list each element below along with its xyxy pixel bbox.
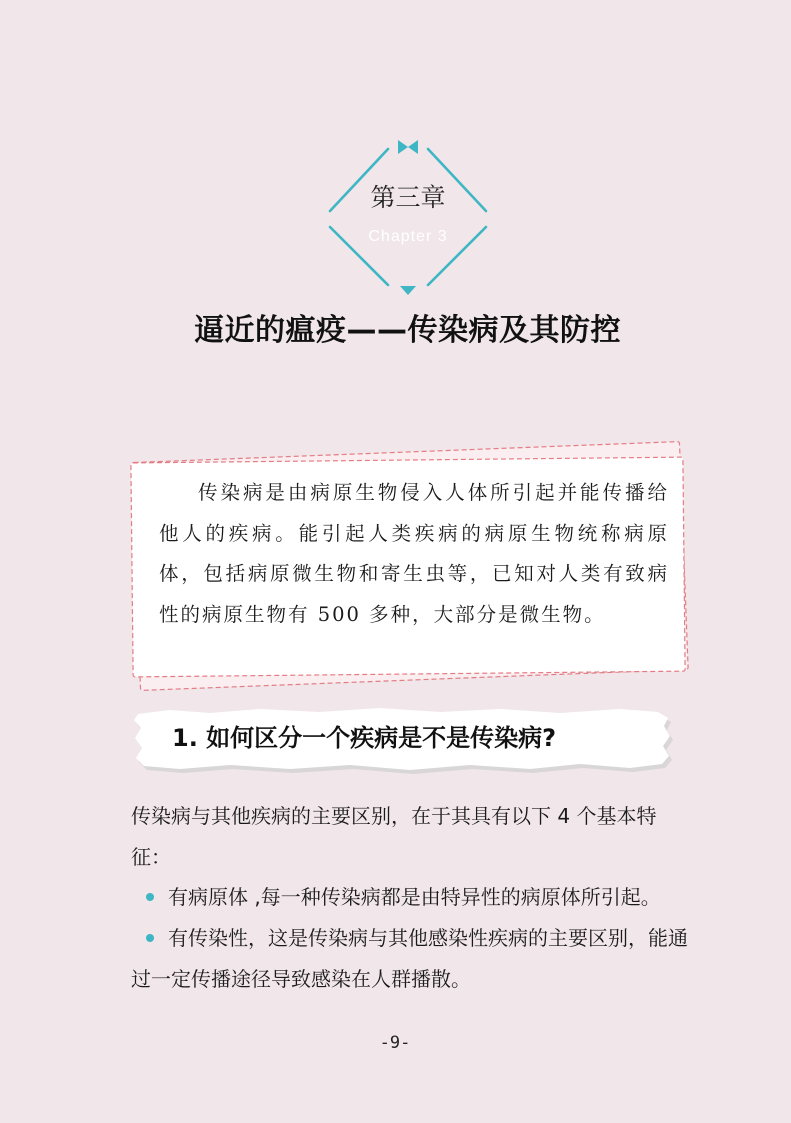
- bullet-item: [131, 918, 691, 1000]
- bow-icon: [398, 140, 418, 154]
- section-paragraph: 传染病与其他疾病的主要区别，在于其具有以下 4 个基本特征：: [131, 804, 657, 869]
- page-number: -9-: [379, 1033, 411, 1053]
- chapter-label-english: Chapter 3: [368, 228, 448, 245]
- question-heading: 1. 如何区分一个疾病是不是传染病?: [172, 724, 557, 752]
- bullet-item: [131, 877, 691, 918]
- chapter-label: 第三章: [370, 183, 446, 212]
- bullet-dot-icon: [146, 893, 154, 901]
- chapter-diamond-emblem: [322, 135, 494, 301]
- bullet-dot-icon: [146, 934, 154, 942]
- bullet-text: 有传染性，这是传染病与其他感染性疾病的主要区别，能通过一定传播途径导致感染在人群播散。: [131, 926, 688, 991]
- bullet-text: 有病原体 ,每一种传染病都是由特异性的病原体所引起。: [168, 885, 661, 909]
- chapter-title: 逼近的瘟疫——传染病及其防控: [194, 313, 621, 348]
- triangle-marker-icon: [400, 286, 416, 295]
- intro-paragraph: 传染病是由病原生物侵入人体所引起并能传播给他人的疾病。能引起人类疾病的病原生物统称病原体，包括病原微生物和寄生虫等，已知对人类有致病性的病原生物有 500 多种，大部分是微生物。: [159, 481, 669, 626]
